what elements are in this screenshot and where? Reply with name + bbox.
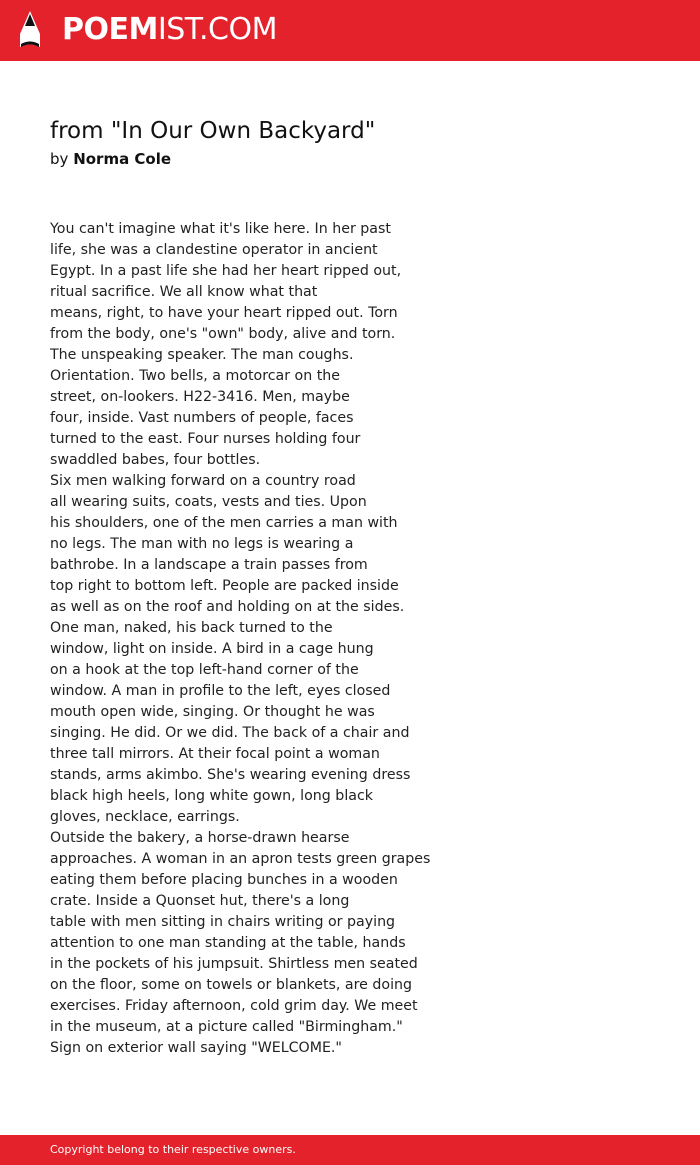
poem-line: Orientation. Two bells, a motorcar on the: [50, 368, 341, 384]
site-footer: [0, 1135, 700, 1165]
poem-line: four, inside. Vast numbers of people, faces: [50, 410, 354, 426]
site-header: [0, 0, 700, 61]
poem-line: swaddled babes, four bottles.: [50, 452, 261, 468]
poem-line: window, light on inside. A bird in a cage hung: [50, 641, 374, 657]
brand-light-text: IST.COM: [157, 12, 277, 47]
poem-line: on the floor, some on towels or blankets, are doing: [50, 977, 413, 993]
poem-line: singing. He did. Or we did. The back of a chair and: [50, 725, 410, 741]
poem-title: from "In Our Own Backyard": [50, 118, 376, 144]
poem-line: gloves, necklace, earrings.: [50, 809, 240, 825]
poem-line: Egypt. In a past life she had her heart ripped out,: [50, 263, 402, 279]
poem-line: means, right, to have your heart ripped out. Torn: [50, 305, 398, 321]
poem-line: top right to bottom left. People are packed inside: [50, 578, 399, 594]
by-label: by: [50, 150, 69, 168]
copyright-text: Copyright belong to their respective owners.: [50, 1143, 296, 1156]
poem-line: turned to the east. Four nurses holding four: [50, 431, 361, 447]
poem-line: table with men sitting in chairs writing or paying: [50, 914, 396, 930]
site-logo[interactable]: [62, 12, 277, 48]
brand-bold-text: POEM: [62, 12, 158, 47]
author-name[interactable]: Norma Cole: [73, 150, 172, 168]
poem-line: street, on-lookers. H22-3416. Men, maybe: [50, 389, 350, 405]
poem-line: as well as on the roof and holding on at the sides.: [50, 599, 405, 615]
poem-line: life, she was a clandestine operator in ancient: [50, 242, 378, 258]
poem-line: Sign on exterior wall saying "WELCOME.": [50, 1040, 342, 1056]
poem-line: from the body, one's "own" body, alive and torn.: [50, 326, 396, 342]
poem-body: [50, 219, 430, 1059]
poem-line: all wearing suits, coats, vests and ties. Upon: [50, 494, 367, 510]
poem-line: attention to one man standing at the table, hands: [50, 935, 406, 951]
poem-line: One man, naked, his back turned to the: [50, 620, 333, 636]
poem-line: in the pockets of his jumpsuit. Shirtless men seated: [50, 956, 418, 972]
poem-line: You can't imagine what it's like here. In her past: [50, 221, 391, 237]
poem-line: Outside the bakery, a horse-drawn hearse: [50, 830, 350, 846]
poem-line: his shoulders, one of the men carries a man with: [50, 515, 398, 531]
poem-line: no legs. The man with no legs is wearing a: [50, 536, 354, 552]
poem-line: on a hook at the top left-hand corner of the: [50, 662, 359, 678]
poem-line: exercises. Friday afternoon, cold grim day. We meet: [50, 998, 418, 1014]
poem-line: black high heels, long white gown, long black: [50, 788, 373, 804]
poem-line: The unspeaking speaker. The man coughs.: [50, 347, 354, 363]
poem-line: bathrobe. In a landscape a train passes from: [50, 557, 368, 573]
poem-line: in the museum, at a picture called "Birmingham.": [50, 1019, 403, 1035]
poem-line: Six men walking forward on a country road: [50, 473, 356, 489]
poem-line: stands, arms akimbo. She's wearing evening dress: [50, 767, 411, 783]
poem-line: crate. Inside a Quonset hut, there's a long: [50, 893, 350, 909]
poem-line: eating them before placing bunches in a wooden: [50, 872, 398, 888]
poem-line: approaches. A woman in an apron tests green grapes: [50, 851, 431, 867]
poem-line: ritual sacrifice. We all know what that: [50, 284, 318, 300]
pencil-tip-icon[interactable]: [18, 10, 42, 50]
poem-line: window. A man in profile to the left, eyes closed: [50, 683, 391, 699]
poem-line: mouth open wide, singing. Or thought he was: [50, 704, 375, 720]
poem-line: three tall mirrors. At their focal point a woman: [50, 746, 380, 762]
byline: [50, 148, 171, 170]
